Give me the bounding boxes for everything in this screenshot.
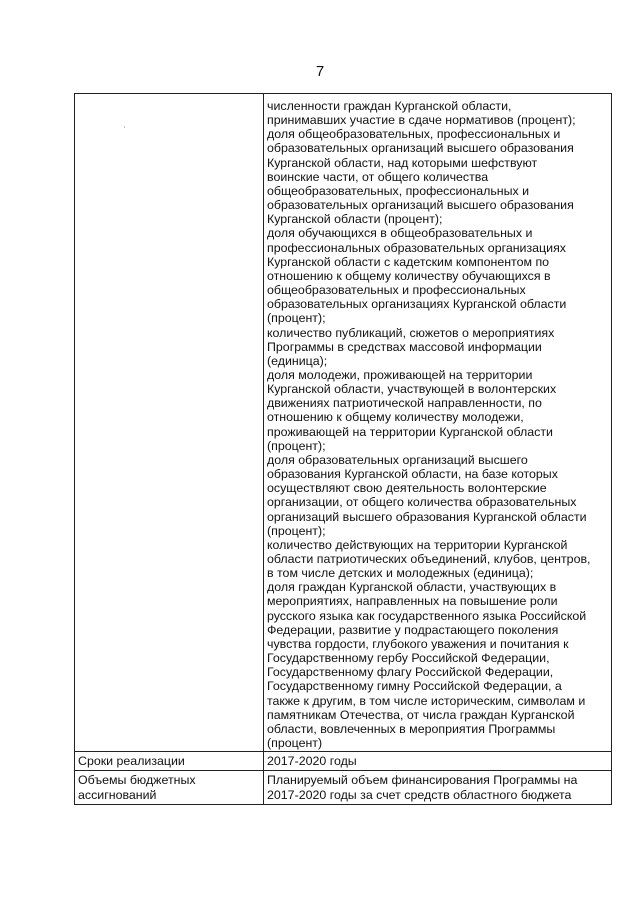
indicator-line: (процент);: [267, 311, 326, 326]
indicator-line: (процент): [267, 736, 323, 751]
budget-allocations-label: [75, 771, 264, 804]
indicator-line: области, вовлеченных в мероприятия Программы: [267, 721, 556, 736]
indicator-line: отношению к общему количеству обучающихся в: [267, 268, 551, 283]
row-label-line: Объемы бюджетных: [78, 773, 196, 788]
implementation-period-label: [75, 752, 264, 771]
row-value-line: 2017-2020 годы за счет средств областного бюджета: [267, 787, 572, 802]
indicator-line: Курганской области с кадетским компонентом по: [267, 254, 550, 269]
indicator-line: профессиональных образовательных организациях: [267, 240, 566, 255]
indicator-line: также к другим, в том числе историческим, символам и: [267, 693, 586, 708]
indicator-line: количество действующих на территории Курганской: [267, 537, 568, 552]
indicator-line: (процент);: [267, 523, 326, 538]
indicator-line: численности граждан Курганской области,: [267, 99, 512, 113]
indicator-line: отношению к общему количеству молодежи,: [267, 410, 524, 425]
indicator-line: проживающей на территории Курганской области: [267, 424, 553, 439]
indicators-label-cell: [75, 94, 264, 752]
indicator-line: количество публикаций, сюжетов о мероприятиях: [267, 325, 555, 340]
indicator-line: доля образовательных организаций высшего: [267, 452, 528, 467]
row-value-line: Планируемый объем финансирования Программы на: [267, 773, 578, 788]
page-number: 7: [315, 63, 325, 80]
indicator-line: образовательных организаций высшего образования: [267, 141, 574, 156]
indicator-line: организации, от общего количества образовательных: [267, 495, 577, 510]
row-label-line: Сроки реализации: [78, 754, 185, 769]
indicator-line: движениях патриотической направленности, по: [267, 396, 542, 411]
indicator-line: (единица);: [267, 353, 328, 368]
indicator-line: общеобразовательных и профессиональных: [267, 283, 526, 298]
row-value-line: 2017-2020 годы: [267, 754, 357, 769]
implementation-period-value: [264, 752, 612, 771]
indicator-line: Курганской области, над которыми шефствуют: [267, 155, 538, 170]
indicator-line: осуществляют свою деятельность волонтерские: [267, 481, 547, 496]
indicators-row: [75, 94, 612, 752]
indicator-line: мероприятиях, направленных на повышение роли: [267, 594, 558, 609]
indicator-line: Курганской области (процент);: [267, 212, 443, 227]
indicator-line: Федерации, развитие у подрастающего поколения: [267, 622, 559, 637]
indicator-line: в том числе детских и молодежных (единица);: [267, 566, 534, 581]
scan-speck: [124, 126, 125, 128]
indicator-line: организаций высшего образования Курганской области: [267, 509, 587, 524]
indicator-line: Государственному гербу Российской Федерации,: [267, 651, 550, 666]
indicator-line: общеобразовательных, профессиональных и: [267, 183, 530, 198]
indicator-line: доля молодежи, проживающей на территории: [267, 367, 533, 382]
indicator-line: доля граждан Курганской области, участвующих в: [267, 580, 557, 595]
indicator-line: Курганской области, участвующей в волонтерских: [267, 382, 557, 397]
indicator-line: области патриотических объединений, клубов, центров,: [267, 552, 591, 566]
implementation-period-row: [75, 752, 612, 771]
indicator-line: (процент);: [267, 438, 326, 453]
indicator-line: образовательных организаций высшего образования: [267, 198, 574, 213]
indicator-line: образования Курганской области, на базе которых: [267, 467, 558, 482]
indicators-cell: [264, 94, 612, 752]
indicator-line: памятникам Отечества, от числа граждан Курганской: [267, 707, 575, 722]
indicator-line: воинские части, от общего количества: [267, 169, 489, 184]
indicator-line: принимавших участие в сдаче нормативов (процент);: [267, 113, 576, 128]
indicator-line: русского языка как государственного языка Российской: [267, 608, 587, 623]
program-passport-table: [74, 93, 612, 805]
indicator-line: доля обучающихся в общеобразовательных и: [267, 226, 533, 241]
indicator-line: Программы в средствах массовой информации: [267, 339, 542, 354]
indicator-line: доля общеобразовательных, профессиональных и: [267, 127, 561, 142]
indicator-line: образовательных организациях Курганской области: [267, 297, 567, 312]
budget-allocations-value: [264, 771, 612, 804]
budget-allocations-row: [75, 771, 612, 804]
indicator-line: Государственному флагу Российской Федерации,: [267, 665, 554, 680]
indicator-line: Государственному гимну Российской Федерации, а: [267, 679, 562, 694]
indicator-line: чувства гордости, глубокого уважения и почитания к: [267, 636, 569, 651]
row-label-line: ассигнований: [78, 787, 157, 802]
